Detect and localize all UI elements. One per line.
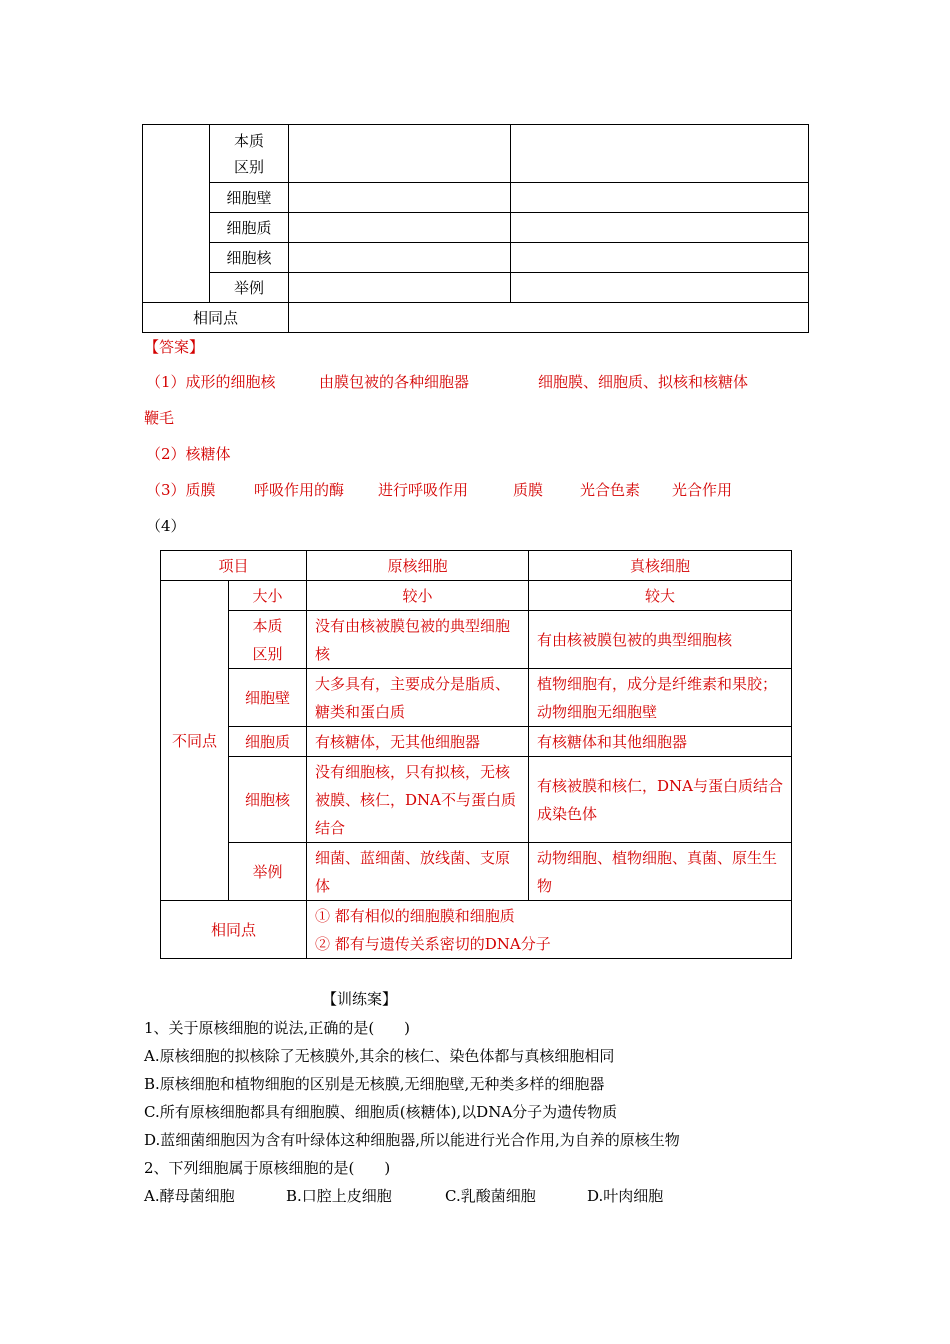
row-label-nucleus: 细胞核 — [210, 243, 289, 273]
row-size: 大小 — [229, 581, 307, 611]
row-cytoplasm: 细胞质 — [229, 727, 307, 757]
essence-eu: 有由核被膜包被的典型细胞核 — [529, 611, 792, 669]
row-label-example: 举例 — [210, 273, 289, 303]
blank-cell — [289, 183, 511, 213]
header-eukaryote: 真核细胞 — [529, 551, 792, 581]
row-label-essence: 本质 区别 — [210, 125, 289, 183]
blank-cell — [289, 273, 511, 303]
diff-label: 不同点 — [161, 581, 229, 901]
wall-pro: 大多具有，主要成分是脂质、糖类和蛋白质 — [307, 669, 529, 727]
blank-cell — [511, 273, 809, 303]
header-item: 项目 — [161, 551, 307, 581]
example-eu: 动物细胞、植物细胞、真菌、原生生物 — [529, 843, 792, 901]
answer-line-2: （2）核糖体 — [146, 445, 231, 463]
question-1: 1、关于原核细胞的说法,正确的是( ) — [144, 1019, 411, 1037]
blank-cell — [511, 125, 809, 183]
blank-cell — [289, 125, 511, 183]
answer-line-1b: 鞭毛 — [144, 409, 175, 427]
question-2: 2、下列细胞属于原核细胞的是( ) — [144, 1159, 391, 1177]
answer-line-4: （4） — [146, 517, 186, 535]
blank-diff-cell — [143, 125, 210, 303]
question-1-option-d: D.蓝细菌细胞因为含有叶绿体这种细胞器,所以能进行光合作用,为自养的原核生物 — [144, 1131, 680, 1149]
row-essence: 本质 区别 — [229, 611, 307, 669]
question-1-option-a: A.原核细胞的拟核除了无核膜外,其余的核仁、染色体都与真核细胞相同 — [144, 1047, 615, 1065]
nucleus-pro: 没有细胞核，只有拟核，无核被膜、核仁，DNA不与蛋白质结合 — [307, 757, 529, 843]
question-1-option-b: B.原核细胞和植物细胞的区别是无核膜,无细胞壁,无种类多样的细胞器 — [144, 1075, 605, 1093]
essence-pro: 没有由核被膜包被的典型细胞核 — [307, 611, 529, 669]
cyto-pro: 有核糖体，无其他细胞器 — [307, 727, 529, 757]
answer-comparison-table — [160, 550, 792, 959]
blank-cell — [289, 303, 809, 333]
header-prokaryote: 原核细胞 — [307, 551, 529, 581]
cyto-eu: 有核糖体和其他细胞器 — [529, 727, 792, 757]
blank-cell — [511, 183, 809, 213]
same-content: ① 都有相似的细胞膜和细胞质 ② 都有与遗传关系密切的DNA分子 — [307, 901, 792, 959]
blank-cell — [289, 213, 511, 243]
answer-line-1: （1）成形的细胞核 由膜包被的各种细胞器 细胞膜、细胞质、拟核和核糖体 — [146, 373, 749, 391]
row-example: 举例 — [229, 843, 307, 901]
size-eu: 较大 — [529, 581, 792, 611]
answer-line-3: （3）质膜 呼吸作用的酶 进行呼吸作用 质膜 光合色素 光合作用 — [146, 481, 733, 499]
row-wall: 细胞壁 — [229, 669, 307, 727]
answer-title: 【答案】 — [144, 338, 205, 356]
blank-comparison-table — [142, 124, 809, 333]
question-1-option-c: C.所有原核细胞都具有细胞膜、细胞质(核糖体),以DNA分子为遗传物质 — [144, 1103, 618, 1121]
row-same: 相同点 — [161, 901, 307, 959]
wall-eu: 植物细胞有，成分是纤维素和果胶；动物细胞无细胞壁 — [529, 669, 792, 727]
example-pro: 细菌、蓝细菌、放线菌、支原体 — [307, 843, 529, 901]
row-label-cytoplasm: 细胞质 — [210, 213, 289, 243]
blank-cell — [289, 243, 511, 273]
size-pro: 较小 — [307, 581, 529, 611]
nucleus-eu: 有核被膜和核仁，DNA与蛋白质结合成染色体 — [529, 757, 792, 843]
blank-cell — [511, 243, 809, 273]
row-label-wall: 细胞壁 — [210, 183, 289, 213]
question-2-options: A.酵母菌细胞 B.口腔上皮细胞 C.乳酸菌细胞 D.叶肉细胞 — [144, 1187, 664, 1205]
blank-cell — [511, 213, 809, 243]
row-nucleus: 细胞核 — [229, 757, 307, 843]
row-label-same: 相同点 — [143, 303, 289, 333]
training-title: 【训练案】 — [322, 990, 398, 1008]
